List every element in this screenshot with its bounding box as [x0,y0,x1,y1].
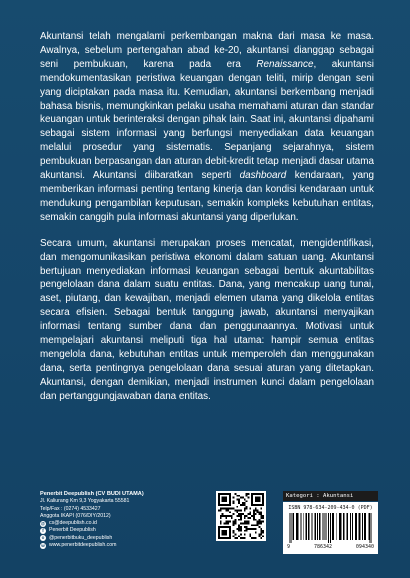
blurb-paragraph-1 [40,30,374,225]
blurb-text-run: kendaraan, yang memberikan informasi penting tentang kinerja dan kondisi kendaraan untuk mendukung pengambilan keputusan, semakin kompleks kebutuhan entitas, semakin canggih pula informasi akuntansi yang diperlukan. [40,170,374,223]
publisher-membership: Anggota IKAPI (076/DIY/2012) [40,512,111,519]
publisher-name: Penerbit Deepublish (CV BUDI UTAMA) [40,491,144,497]
publisher-contact-text: cs@deepublish.co.id [49,520,97,527]
publisher-contact-text: @penerbitbuku_deepublish [49,534,113,541]
publisher-contact-row [40,520,200,527]
publisher-address: Jl. Kaliurang Km 9,3 Yogyakarta 55581 [40,498,130,505]
publisher-info [40,491,200,549]
blurb-text-run: Akuntansi telah mengalami perkembangan makna dari masa ke masa. Awalnya, sebelum pertengahan abad ke-20, akuntansi dianggap sebagai seni pembukuan, karena pada era [40,31,374,70]
category-label: Kategori : Akuntansi [283,491,378,501]
publisher-contacts [40,520,200,549]
blurb-paragraph-2: Secara umum, akuntansi merupakan proses mencatat, mengidentifikasi, dan mengomunikasikan peristiwa ekonomi dalam satuan uang. Akuntansi bertujuan menyediakan informasi keuangan sebagai bentuk akuntabilitas pengelolaan dana dalam suatu entitas. Dana, yang mencakup uang tunai, aset, piutang, dan kewajiban, menjadi elemen utama yang dikelola entitas secara efisien. Sebagai bentuk tanggung jawab, akuntansi menyajikan informasi tentang sumber dana dan penggunaannya. Motivasi untuk mempelajari akuntansi meliputi tiga hal utama: hampir semua entitas mengelola dana, kebutuhan entitas untuk memperoleh dan menggunakan dana, serta pentingnya pengelolaan dana sesuai aturan yang ditetapkan. Akuntansi, dengan demikian, menjadi instrumen kunci dalam pengelolaan dan pertanggungjawaban dana entitas. [40,237,374,402]
publisher-phone: Telp/Fax : (0274) 4533427 [40,505,101,512]
barcode-left-digits: 786342 [313,544,332,550]
barcode-digits [287,544,374,551]
instagram-icon: o [41,535,45,541]
publisher-contact-row [40,527,200,534]
web-icon: w [41,542,45,548]
isbn-number: ISBN 978-634-209-434-0 (PDF) [288,505,373,511]
isbn-barcode-box [283,502,378,554]
qr-code [216,491,266,541]
blurb-italic-term: Renaissance [256,58,314,70]
publisher-contact-text: www.penerbitdeepublish.com [49,542,117,549]
barcode-first-digit: 9 [287,544,291,550]
blurb-italic-term: dashboard [239,170,287,182]
qr-code-image [218,493,264,539]
cover-blurb [40,30,374,404]
email-icon: @ [40,520,46,526]
blurb-text-run: , akuntansi mendokumentasikan peristiwa keuangan dengan teliti, mirip dengan seni yang diciptakan pada masa itu. Kemudian, akuntansi berkembang menjadi bahasa bisnis, memungkinkan pelaku usaha memahami aturan dan standar keuangan untuk berinteraksi dengan pihak lain. Saat ini, akuntansi dipahami sebagai sistem informasi yang berfungsi menyediakan data keuangan melalui prosedur yang sistematis. Sepanjang sejarahnya, sistem pembukuan berpasangan dan aturan debit-kredit tetap menjadi dasar utama akuntansi. Akuntansi diibaratkan seperti [40,58,374,182]
barcode-image [287,513,374,543]
facebook-icon: f [40,528,46,534]
publisher-contact-row [40,542,200,549]
barcode-right-digits: 094340 [355,544,374,550]
publisher-contact-row [40,535,200,542]
publisher-contact-text: Penerbit Deepublish [49,527,96,534]
